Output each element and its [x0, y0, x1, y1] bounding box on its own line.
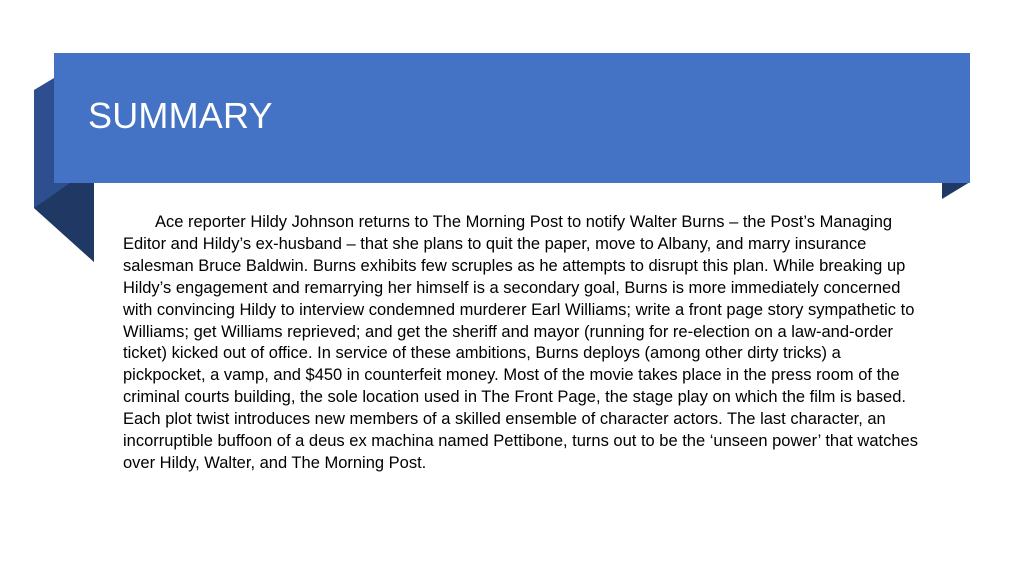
slide-title: SUMMARY [88, 95, 273, 136]
ribbon-right-fold [942, 182, 970, 199]
summary-paragraph: Ace reporter Hildy Johnson returns to The Morning Post to notify Walter Burns – the Post’s Managing Editor and Hildy’s ex-husband – that she plans to quit the paper, move to Albany, and marry insurance salesman Bruce Baldwin. Burns exhibits few scruples as he attempts to disrupt this plan. While breaking up Hildy’s engagement and remarrying her himself is a secondary goal, Burns is more immediately concerned with convincing Hildy to interview condemned murderer Earl Williams; write a front page story sympathetic to Williams; get Williams reprieved; and get the sheriff and mayor (running for re-election on a law-and-order ticket) kicked out of office. In service of these ambitions, Burns deploys (among other dirty tricks) a pickpocket, a vamp, and $450 in counterfeit money. Most of the movie takes place in the press room of the criminal courts building, the sole location used in The Front Page, the stage play on which the film is based. Each plot twist introduces new members of a skilled ensemble of character actors. The last character, an incorruptible buffoon of a deus ex machina named Pettibone, turns out to be the ‘unseen power’ that watches over Hildy, Walter, and The Morning Post. [123, 213, 918, 472]
